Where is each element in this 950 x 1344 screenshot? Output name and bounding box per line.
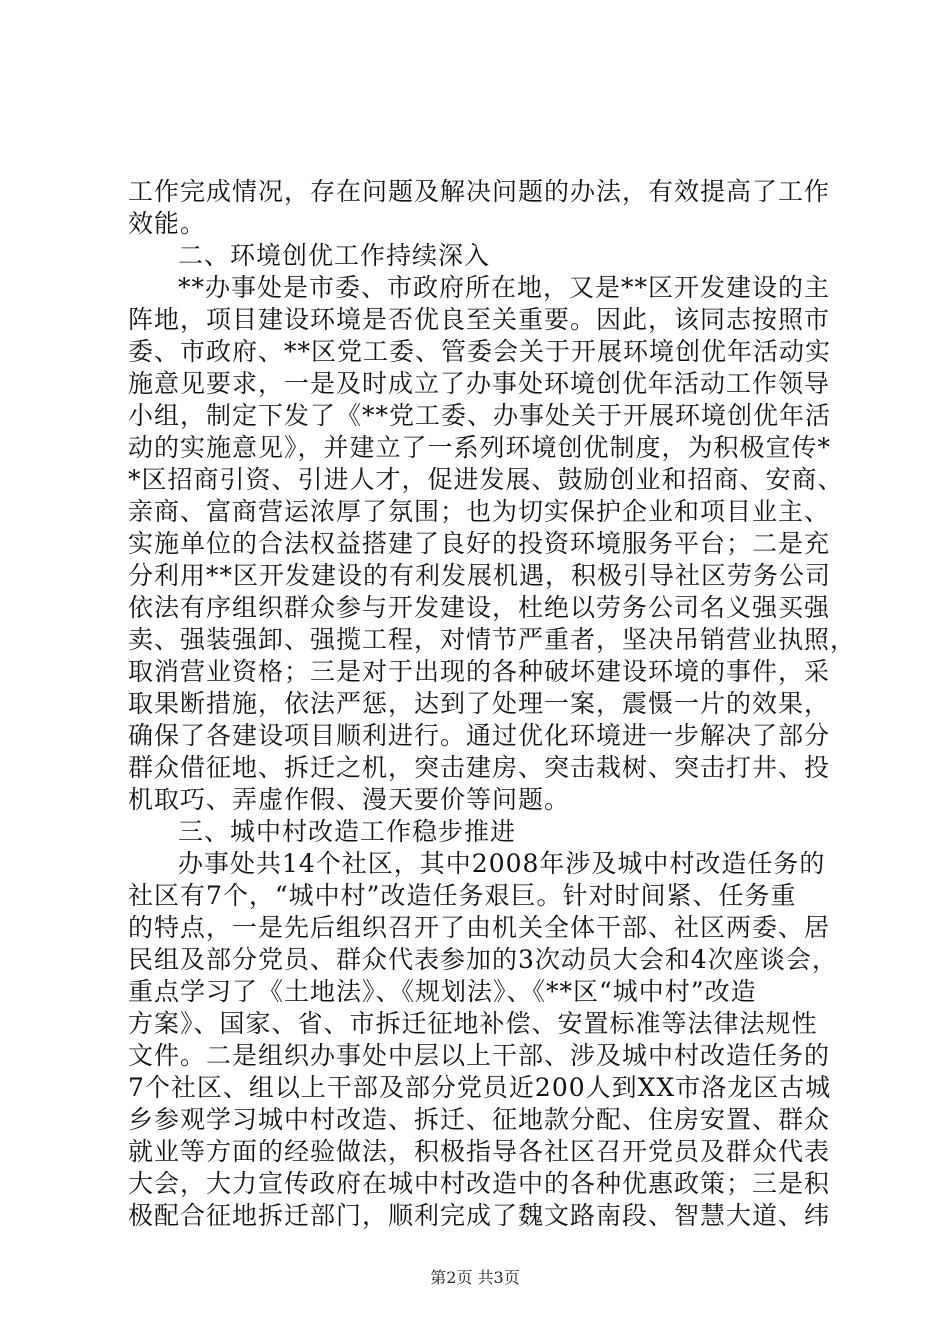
paragraph-line: 7个社区、组以上干部及部分党员近200人到XX市洛龙区古城 [128, 1073, 832, 1102]
paragraph-line: 方案》、国家、省、市拆迁征地补偿、安置标准等法律法规性 [128, 1009, 818, 1038]
paragraph-line: 亲商、富商营运浓厚了氛围；也为切实保护企业和项目业主、 [128, 497, 831, 526]
paragraph-line: 民组及部分党员、群众代表参加的3次动员大会和4次座谈会， [128, 945, 838, 974]
paragraph-line: 大会，大力宣传政府在城中村改造中的各种优惠政策；三是积 [128, 1169, 831, 1198]
section-heading-2: 二、环境创优工作持续深入 [178, 241, 491, 270]
paragraph-line: 施意见要求，一是及时成立了办事处环境创优年活动工作领导 [128, 369, 831, 398]
paragraph-line: 小组，制定下发了《**党工委、办事处关于开展环境创优年活 [128, 401, 832, 430]
paragraph-line: 极配合征地拆迁部门，顺利完成了魏文路南段、智慧大道、纬 [128, 1201, 831, 1230]
paragraph-line: 乡参观学习城中村改造、拆迁、征地款分配、住房安置、群众 [128, 1105, 831, 1134]
paragraph-line: 重点学习了《土地法》、《规划法》、《**区“城中村”改造 [128, 977, 757, 1006]
paragraph-line: 就业等方面的经验做法，积极指导各社区召开党员及群众代表 [128, 1137, 831, 1166]
paragraph-line: 社区有7个，“城中村”改造任务艰巨。针对时间紧、任务重 [128, 881, 797, 910]
paragraph-line: 分利用**区开发建设的有利发展机遇，积极引导社区劳务公司 [128, 561, 832, 590]
paragraph-line: 阵地，项目建设环境是否优良至关重要。因此，该同志按照市 [128, 305, 831, 334]
paragraph-line: 取果断措施，依法严惩，达到了处理一案，震慑一片的效果， [128, 689, 831, 718]
paragraph-line: 取消营业资格；三是对于出现的各种破坏建设环境的事件，采 [128, 657, 831, 686]
paragraph-line: 实施单位的合法权益搭建了良好的投资环境服务平台；二是充 [128, 529, 831, 558]
paragraph-line: 群众借征地、拆迁之机，突击建房、突击栽树、突击打井、投 [128, 753, 831, 782]
paragraph-line: *区招商引资、引进人才，促进发展、鼓励创业和招商、安商、 [128, 465, 844, 494]
page-number-footer: 第2页 共3页 [430, 1268, 520, 1287]
paragraph-line: 工作完成情况，存在问题及解决问题的办法，有效提高了工作 [128, 177, 831, 206]
paragraph-line: 效能。 [128, 209, 207, 238]
paragraph-line: 动的实施意见》，并建立了一系列环境创优制度，为积极宣传* [128, 433, 832, 462]
paragraph-line: 确保了各建设项目顺利进行。通过优化环境进一步解决了部分 [128, 721, 831, 750]
paragraph-line: 卖、强装强卸、强揽工程，对情节严重者，坚决吊销营业执照， [128, 625, 857, 654]
paragraph-line: **办事处是市委、市政府所在地，又是**区开发建设的主 [178, 273, 831, 302]
paragraph-line: 的特点，一是先后组织召开了由机关全体干部、社区两委、居 [128, 913, 831, 942]
paragraph-line: 依法有序组织群众参与开发建设，杜绝以劳务公司名义强买强 [128, 593, 831, 622]
section-heading-3: 三、城中村改造工作稳步推进 [178, 817, 517, 846]
paragraph-line: 文件。二是组织办事处中层以上干部、涉及城中村改造任务的 [128, 1041, 831, 1070]
paragraph-line: 委、市政府、**区党工委、管委会关于开展环境创优年活动实 [128, 337, 832, 366]
paragraph-line: 办事处共14个社区，其中2008年涉及城中村改造任务的 [178, 849, 826, 878]
paragraph-line: 机取巧、弄虚作假、漫天要价等问题。 [128, 785, 571, 814]
